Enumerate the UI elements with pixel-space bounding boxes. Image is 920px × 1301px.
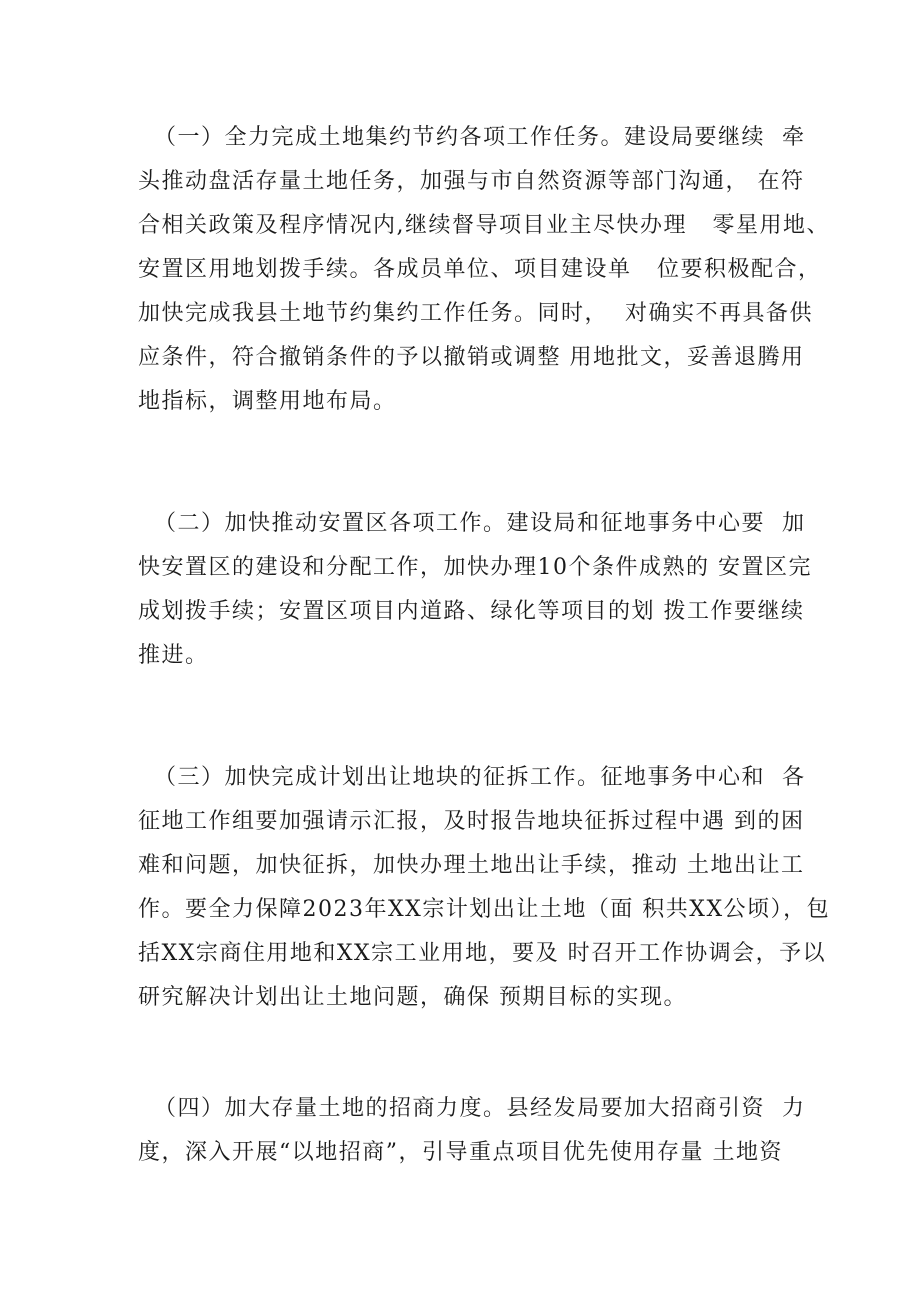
text-line: 研究解决计划出让土地问题，确保 预期目标的实现。 (138, 985, 687, 1010)
text-line: 难和问题，加快征拆，加快办理土地出让手续，推动 土地出让工 (138, 853, 805, 878)
text-line: （二）加快推动安置区各项工作。建设局和征地事务中心要 加 (154, 511, 806, 536)
text-line: （一）全力完成土地集约节约各项工作任务。建设局要继续 牵 (154, 125, 806, 150)
text-line: 括XX宗商住用地和XX宗工业用地，要及 时召开工作协调会，予以 (138, 941, 827, 966)
text-line: （四）加大存量土地的招商力度。县经发局要加大招商引资 力 (154, 1096, 806, 1121)
text-line: 快安置区的建设和分配工作，加快办理10个条件成熟的 安置区完 (138, 555, 812, 580)
text-line: 度，深入开展“以地招商”，引导重点项目优先使用存量 土地资 (138, 1140, 783, 1165)
text-line: 推进。 (138, 643, 209, 668)
text-line: 头推动盘活存量土地任务，加强与市自然资源等部门沟通， 在符 (138, 169, 805, 194)
text-line: 地指标，调整用地布局。 (138, 389, 397, 414)
text-line: 应条件，符合撤销条件的予以撤销或调整 用地批文，妥善退腾用 (138, 345, 805, 370)
text-line: 加快完成我县土地节约集约工作任务。同时， 对确实不再具备供 (138, 301, 813, 326)
text-line: （三）加快完成计划出让地块的征拆工作。征地事务中心和 各 (154, 765, 806, 790)
paragraph-land-demolition (138, 756, 831, 1020)
paragraph-investment-attraction (138, 1087, 806, 1175)
text-line: 征地工作组要加强请示汇报，及时报告地块征拆过程中遇 到的困 (138, 809, 805, 834)
paragraph-land-intensive-use (138, 116, 830, 424)
paragraph-resettlement-area (138, 502, 812, 678)
text-line: 成划拨手续；安置区项目内道路、绿化等项目的划 拨工作要继续 (138, 599, 805, 624)
text-line: 作。要全力保障2023年XX宗计划出让土地（面 积共XX公顷），包 (138, 897, 831, 922)
text-line: 安置区用地划拨手续。各成员单位、项目建设单 位要积极配合， (138, 257, 822, 282)
text-line: 合相关政策及程序情况内,继续督导项目业主尽快办理 零星用地、 (138, 213, 830, 238)
